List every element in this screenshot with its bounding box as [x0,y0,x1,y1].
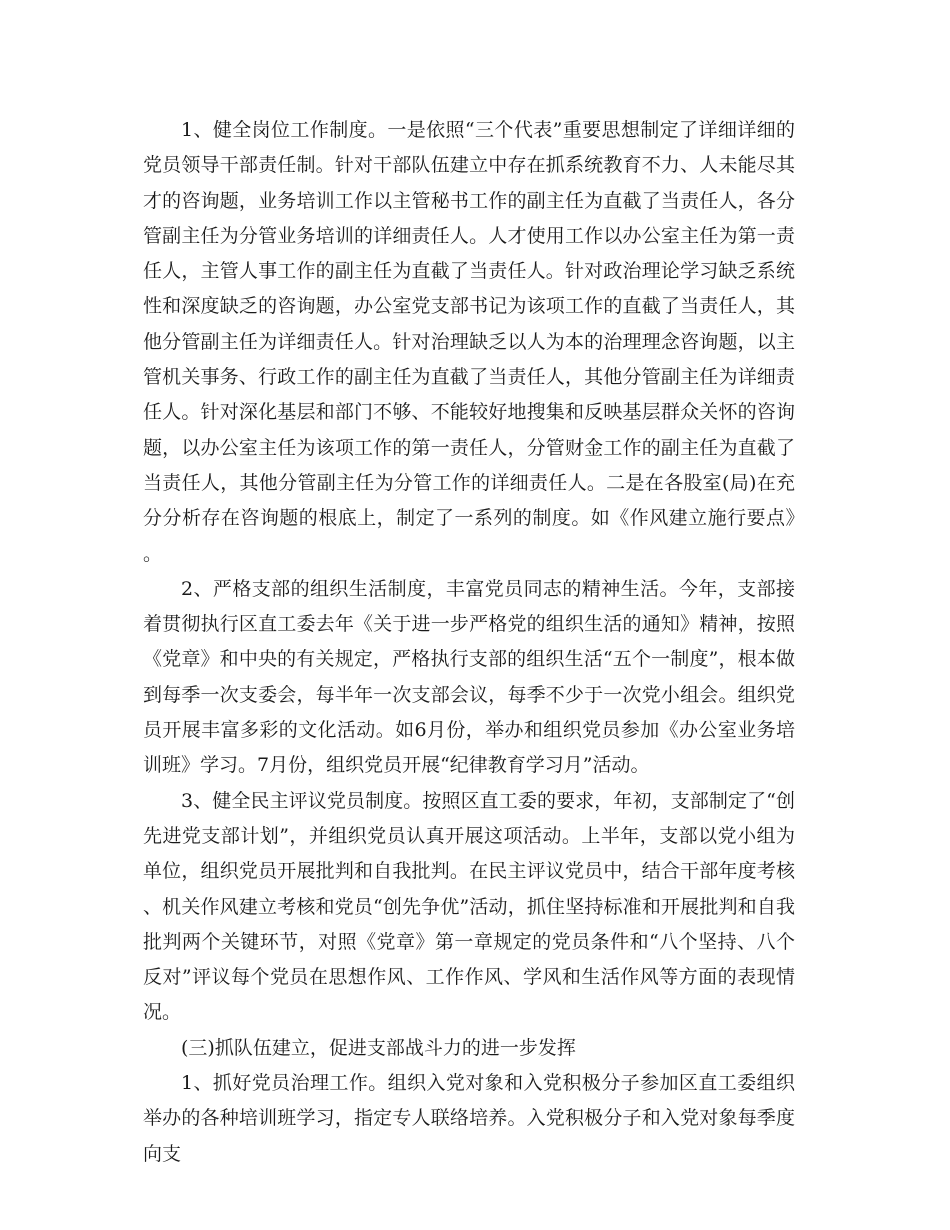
paragraph-member-management: 1、抓好党员治理工作。组织入党对象和入党积极分子参加区直工委组织举办的各种培训班学习，指定专人联络培养。入党积极分子和入党对象每季度向支 [143,1072,795,1165]
section-heading: (三)抓队伍建立，促进支部战斗力的进一步发挥 [181,1036,576,1059]
paragraph-organization-life: 2、严格支部的组织生活制度，丰富党员同志的精神生活。今年，支部接着贯彻执行区直工委去年《关于进一步严格党的组织生活的通知》精神，按照《党章》和中央的有关规定，严格执行支部的组织生活“五个一制度”，根本做到每季一次支委会，每半年一次支部会议，每季不少于一次党小组会。组织党员开展丰富多彩的文化活动。如6月份，举办和组织党员参加《办公室业务培训班》学习。7月份，组织党员开展“纪律教育学习月”活动。 [143,577,795,777]
paragraph-post-responsibility: 1、健全岗位工作制度。一是依照“三个代表”重要思想制定了详细详细的党员领导干部责任制。针对干部队伍建立中存在抓系统教育不力、人未能尽其才的咨询题，业务培训工作以主管秘书工作的副主任为直截了当责任人，各分管副主任为分管业务培训的详细责任人。人才使用工作以办公室主任为第一责任人，主管人事工作的副主任为直截了当责任人。针对政治理论学习缺乏系统性和深度缺乏的咨询题，办公室党支部书记为该项工作的直截了当责任人，其他分管副主任为详细责任人。针对治理缺乏以人为本的治理理念咨询题，以主管机关事务、行政工作的副主任为直截了当责任人，其他分管副主任为详细责任人。针对深化基层和部门不够、不能较好地搜集和反映基层群众关怀的咨询题，以办公室主任为该项工作的第一责任人，分管财金工作的副主任为直截了当责任人，其他分管副主任为分管工作的详细责任人。二是在各股室(局)在充分分析存在咨询题的根底上，制定了一系列的制度。如《作风建立施行要点》。 [143,119,795,565]
paragraph-democratic-appraisal: 3、健全民主评议党员制度。按照区直工委的要求，年初，支部制定了“创先进党支部计划”，并组织党员认真开展这项活动。上半年，支部以党小组为单位，组织党员开展批判和自我批判。在民主评议党员中，结合干部年度考核、机关作风建立考核和党员“创先争优”活动，抓住坚持标准和开展批判和自我批判两个关键环节，对照《党章》第一章规定的党员条件和“八个坚持、八个反对”评议每个党员在思想作风、工作作风、学风和生活作风等方面的表现情况。 [143,789,795,1024]
